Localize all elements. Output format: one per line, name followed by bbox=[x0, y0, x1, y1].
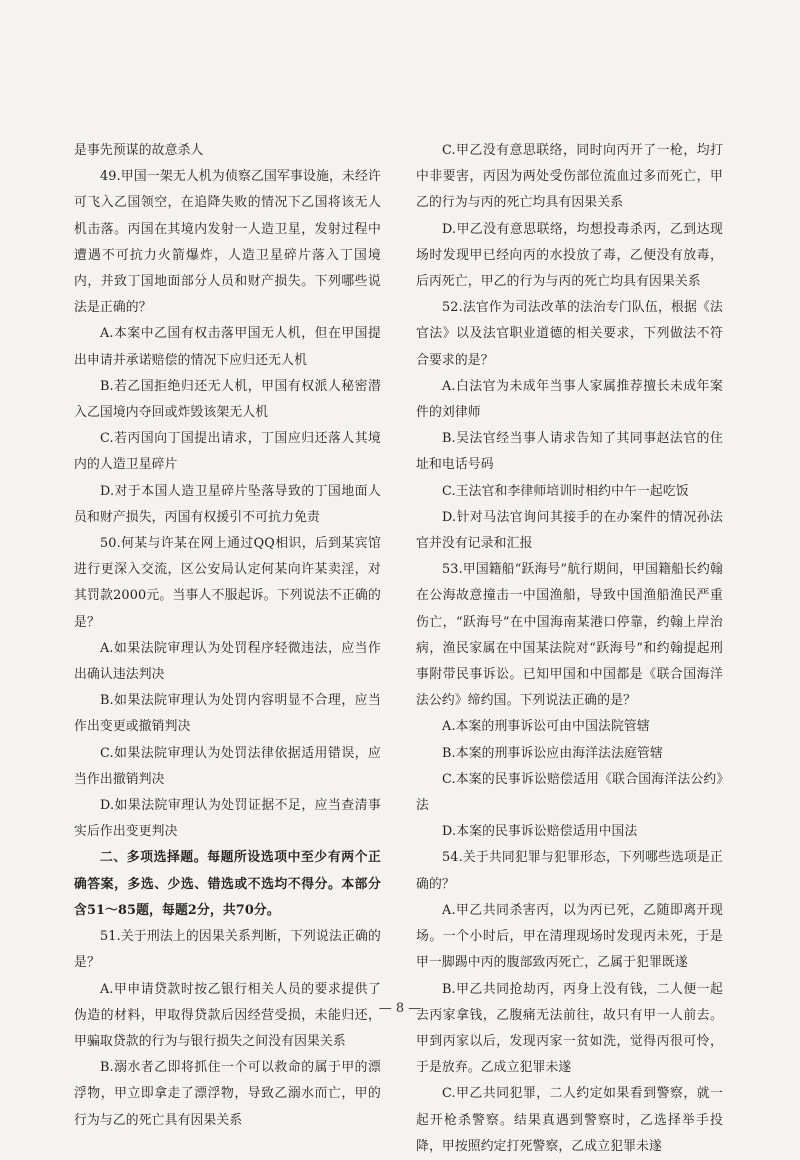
left-paragraph: C.若丙国向丁国提出请求，丁国应归还落人其境内的人造卫星碎片 bbox=[74, 431, 381, 473]
right-paragraph: B.吴法官经当事人请求告知了其同事赵法官的住址和电话号码 bbox=[416, 431, 723, 473]
left-paragraph: B.溺水者乙即将抓住一个可以救命的属于甲的漂浮物，甲立即拿走了漂浮物，导致乙溺水而亡，甲的行为与乙的死亡具有因果关系 bbox=[74, 1060, 381, 1128]
left-paragraph: A.本案中乙国有权击落甲国无人机，但在甲国提出申请并承诺赔偿的情况下应归还无人机 bbox=[74, 326, 381, 368]
right-paragraph: B.甲乙共同抢劫丙，丙身上没有钱，二人便一起去丙家拿钱，乙腹痛无法前往，故只有甲一人前去。甲到丙家以后，发现丙家一贫如洗，觉得丙很可怜，于是放弃。乙成立犯罪未遂 bbox=[416, 981, 723, 1076]
left-column bbox=[74, 138, 381, 1134]
right-paragraph: D.甲乙没有意思联络，均想投毒杀丙，乙到达现场时发现甲已经向丙的水投放了毒，乙便没有放毒，后丙死亡，甲乙的行为与丙的死亡均具有因果关系 bbox=[416, 221, 723, 290]
right-paragraph: 54.关于共同犯罪与犯罪形态，下列哪些选项是正确的？ bbox=[416, 850, 723, 892]
right-paragraph: 53.甲国籍船“跃海号”航行期间，甲国籍船长约翰在公海故意撞击一中国渔船，导致中国渔船渔民严重伤亡，“跃海号”在中国海南某港口停靠，约翰上岸治病，渔民家属在中国某法院对“跃海号”和约翰提起刑事附带民事诉讼。已知甲国和中国都是《联合国海洋法公约》缔约国。下列说法正确的是？ bbox=[416, 562, 723, 709]
left-paragraph: D.如果法院审理认为处罚证据不足，应当查清事实后作出变更判决 bbox=[74, 798, 381, 840]
left-paragraph: 50.何某与许某在网上通过QQ相识，后到某宾馆进行更深入交流，区公安局认定何某向许某卖淫，对其罚款2000元。当事人不服起诉。下列说法不正确的是？ bbox=[74, 536, 381, 630]
left-paragraph: A.如果法院审理认为处罚程序轻微违法，应当作出确认违法判决 bbox=[74, 640, 381, 683]
right-paragraph: D.针对马法官询问其接手的在办案件的情况孙法官并没有记录和汇报 bbox=[416, 509, 723, 552]
right-paragraph: 52.法官作为司法改革的法治专门队伍，根据《法官法》以及法官职业道德的相关要求，下列做法不符合要求的是？ bbox=[416, 300, 723, 368]
left-paragraph: D.对于本国人造卫星碎片坠落导致的丁国地面人员和财产损失，丙国有权援引不可抗力免责 bbox=[74, 483, 381, 525]
right-paragraph: C.王法官和李律师培训时相约中午一起吃饭 bbox=[442, 483, 689, 499]
right-paragraph: A.白法官为未成年当事人家属推荐擅长未成年案件的刘律师 bbox=[416, 378, 723, 421]
left-paragraph: 51.关于刑法上的因果关系判断，下列说法正确的是？ bbox=[74, 929, 381, 971]
left-paragraph: B.若乙国拒绝归还无人机，甲国有权派人秘密潜入乙国境内夺回或炸毁该架无人机 bbox=[74, 378, 381, 421]
right-paragraph: C.甲乙没有意思联络，同时向丙开了一枪，均打中非要害，丙因为两处受伤部位流血过多而死亡，甲乙的行为与丙的死亡均具有因果关系 bbox=[416, 143, 723, 211]
right-paragraph: B.本案的刑事诉讼应由海洋法法庭管辖 bbox=[442, 745, 663, 761]
left-paragraph: B.如果法院审理认为处罚内容明显不合理，应当作出变更或撤销判决 bbox=[74, 693, 381, 735]
left-paragraph: 二、多项选择题。每题所设选项中至少有两个正确答案，多选、少选、错选或不选均不得分。本部分含51～85题，每题2分，共70分。 bbox=[74, 850, 381, 918]
left-paragraph: 49.甲国一架无人机为侦察乙国军事设施，未经许可飞入乙国领空，在追降失败的情况下乙国将该无人机击落。丙国在其境内发射一人造卫星，发射过程中遭遇不可抗力火箭爆炸，人造卫星碎片落入丁国境内，并致丁国地面部分人员和财产损失。下列哪些说法是正确的？ bbox=[74, 169, 381, 316]
right-paragraph: A.本案的刑事诉讼可由中国法院管辖 bbox=[442, 719, 650, 735]
left-paragraph: A.甲申请贷款时按乙银行相关人员的要求提供了伪造的材料，甲取得贷款后因经营受损，未能归还，甲骗取贷款的行为与银行损失之间没有因果关系 bbox=[74, 981, 381, 1049]
page-number: — 8 — bbox=[378, 1001, 422, 1016]
right-paragraph: C.本案的民事诉讼赔偿适用《联合国海洋法公约》法 bbox=[416, 771, 723, 814]
right-paragraph: A.甲乙共同杀害丙，以为丙已死，乙随即离开现场。一个小时后，甲在清理现场时发现丙未死，于是甲一脚踢中丙的腹部致丙死亡，乙属于犯罪既遂 bbox=[416, 902, 723, 971]
right-paragraph: C.甲乙共同犯罪，二人约定如果看到警察，就一起开枪杀警察。结果真遇到警察时，乙选择举手投降，甲按照约定打死警察，乙成立犯罪未遂 bbox=[416, 1086, 723, 1154]
left-paragraph: C.如果法院审理认为处罚法律依据适用错误，应当作出撤销判决 bbox=[74, 745, 381, 787]
right-paragraph: D.本案的民事诉讼赔偿适用中国法 bbox=[442, 824, 638, 840]
left-paragraph: 是事先预谋的故意杀人 bbox=[74, 143, 204, 158]
